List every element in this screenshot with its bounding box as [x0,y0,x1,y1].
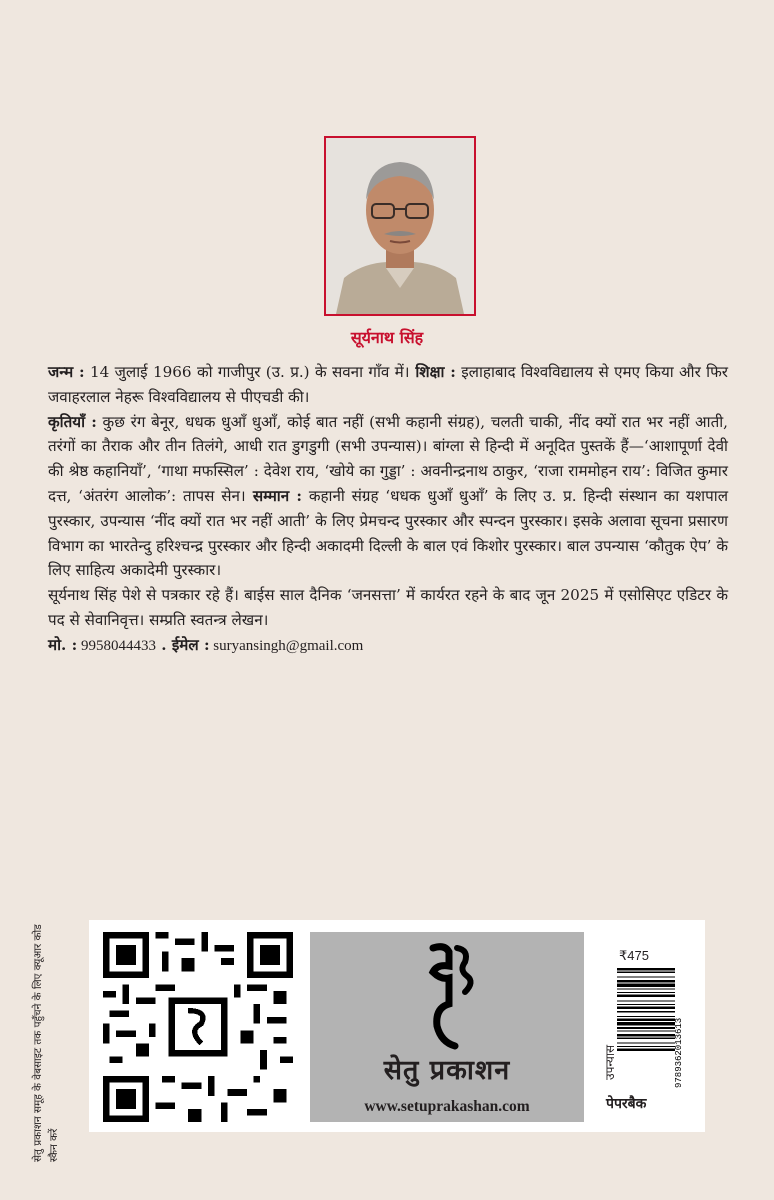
mobile-label: मो. : [48,635,78,654]
barcode-bar [617,968,675,970]
qr-instruction [30,912,88,1162]
barcode-bar [617,992,675,993]
barcode-bar [617,1034,675,1036]
mobile-number: 9958044433 [77,637,156,654]
author-name: सूर्यनाथ सिंह [350,328,424,347]
back-cover-panel [89,920,705,1132]
publisher-url[interactable]: www.setuprakashan.com [364,1098,530,1115]
birth-label: जन्म : [48,363,85,381]
publisher-logo-icon [415,942,485,1052]
barcode-bar [617,1038,675,1039]
barcode-bar [617,976,675,977]
barcode-bar [617,980,675,982]
awards-text: कहानी संग्रह ‘धधक धुआँ धुआँ’ के लिए उ. प्र. हिन्दी संस्थान का यशपाल पुरस्कार, उपन्यास ‘नींद क्यों रात भर नहीं आती’ के लिए प्रेमचन्द पुरस्कार और स्पन्दन पुरस्कार। इसके अलावा सूचना प्रसारण विभाग का भारतेन्दु हरिश्चन्द्र पुरस्कार और हिन्दी अकादमी दिल्ली के बाल एवं किशोर पुरस्कार। बाल उपन्यास ‘कौतुक ऐप’ के लिए साहित्य अकादेमी पुरस्कार। [48,486,728,580]
author-photo [324,136,476,316]
genre-text: उपन्यास [603,1044,617,1080]
barcode-bar [617,1042,675,1043]
barcode-bar [617,1000,675,1001]
birth-text: 14 जुलाई 1966 को गाजीपुर (उ. प्र.) के सवना गाँव में। [84,363,410,381]
works-label: कृतियाँ : [48,412,97,431]
format-label: पेपरबैक [606,1096,647,1112]
contact-line [48,633,728,659]
barcode-bar [617,984,675,988]
isbn-barcode [609,964,689,1088]
qr-instruction-text: सेतु प्रकाशन समूह के वेबसाइट तक पहुँचने के लिए क्यूआर कोड स्कैन करें [32,924,60,1162]
author-portrait-image [326,138,474,314]
publisher-logo-text: सेतु प्रकाशन [383,1055,511,1086]
barcode-bar [617,988,675,989]
barcode-bar [617,1018,675,1020]
bio-paragraph-main [48,360,728,583]
barcode-bar [617,1011,675,1012]
email-label: . ईमेल : [155,635,210,654]
awards-label: सम्मान : [245,486,303,505]
works-text: कुछ रंग बेनूर, धधक धुआँ धुआँ, कोई बात नहीं (सभी कहानी संग्रह), चलती चाकी, नींद क्यों रात भर नहीं आती, तरंगों का तैराक और तीन तिलंगे, आधी रात डुगडुगी (सभी उपन्यास)। बांग्ला से हिन्दी में अनूदित पुस्तकें हैं—‘आशापूर्णा देवी की श्रेष्ठ कहानियाँ’, ‘गाथा मफस्सिल’ : देवेश राय, ‘खोये का गुड्डा’ : अवनीन्द्रनाथ ठाकुर, ‘राजा राममोहन राय’: विजित कुमार दत्त, ‘अंतरंग आलोक’: तापस सेन। [48,412,728,505]
author-bio [48,360,728,659]
price-tag: ₹475 [619,948,649,963]
education-text: इलाहाबाद विश्वविद्यालय से एमए किया और फिर जवाहरलाल नेहरू विश्वविद्यालय से पीएचडी की। [48,363,729,406]
email-address: suryansingh@gmail.com [209,637,364,654]
barcode-bar [617,1027,675,1029]
education-label: शिक्षा : [409,363,456,381]
bio-paragraph-career: सूर्यनाथ सिंह पेशे से पत्रकार रहे हैं। बाईस साल दैनिक ‘जनसत्ता’ में कार्यरत रहने के बाद जून 2025 में एसोसिएट एडिटर के पद से सेवानिवृत्त। सम्प्रति स्वतन्त्र लेखन। [48,586,728,629]
barcode-bar [617,1048,675,1050]
barcode-bar [617,1004,675,1005]
barcode-bar [617,994,675,996]
barcode-bar [617,1030,675,1031]
isbn-digits: 9789362013613 [674,1017,684,1088]
barcode-bar [617,1006,675,1008]
barcode-bar [617,1046,675,1047]
barcode-bar [617,972,675,973]
barcode-bar [617,1016,675,1017]
qr-code[interactable] [103,932,293,1122]
publisher-logo-box [310,932,584,1122]
barcode-bar [617,1022,675,1026]
